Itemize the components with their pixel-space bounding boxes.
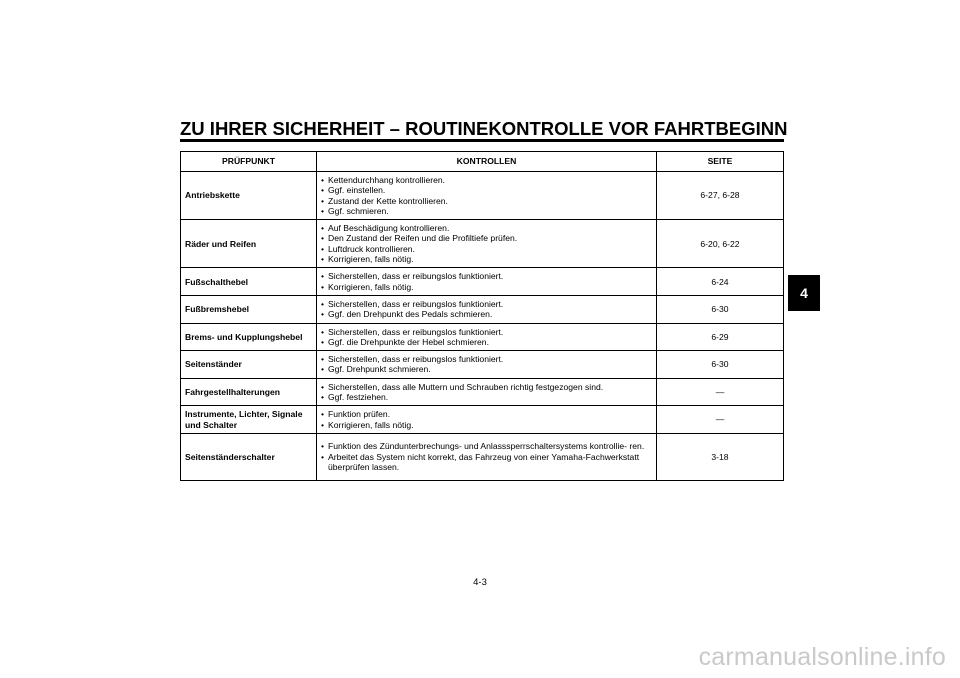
- check-item: • Kettendurchhang kontrollieren.: [321, 175, 652, 185]
- column-header-page: SEITE: [657, 152, 784, 172]
- row-checks: [317, 378, 657, 406]
- row-checks: [317, 323, 657, 351]
- row-page: 6-27, 6-28: [657, 172, 784, 220]
- table-row: [181, 351, 784, 379]
- row-checks: [317, 295, 657, 323]
- check-item: • Funktion prüfen.: [321, 409, 652, 419]
- table-row: [181, 406, 784, 434]
- table-row: [181, 323, 784, 351]
- check-item: • Korrigieren, falls nötig.: [321, 420, 652, 430]
- table-row: [181, 433, 784, 480]
- table-row: [181, 378, 784, 406]
- table-row: [181, 220, 784, 268]
- row-page: 6-24: [657, 268, 784, 296]
- check-item: • Ggf. einstellen.: [321, 185, 652, 195]
- row-checks: [317, 268, 657, 296]
- row-page: 3-18: [657, 433, 784, 480]
- row-page: —: [657, 378, 784, 406]
- row-page: 6-30: [657, 295, 784, 323]
- check-item: • Sicherstellen, dass er reibungslos funktioniert.: [321, 327, 652, 337]
- check-item: • Sicherstellen, dass alle Muttern und Schrauben richtig festgezogen sind.: [321, 382, 652, 392]
- row-item: Antriebskette: [181, 172, 317, 220]
- check-item: • Luftdruck kontrollieren.: [321, 244, 652, 254]
- row-item: Seitenständer: [181, 351, 317, 379]
- row-item: Fahrgestellhalterungen: [181, 378, 317, 406]
- row-item: Räder und Reifen: [181, 220, 317, 268]
- row-checks: [317, 351, 657, 379]
- table-row: [181, 295, 784, 323]
- check-item: • Ggf. den Drehpunkt des Pedals schmieren.: [321, 309, 652, 319]
- check-item: • Ggf. festziehen.: [321, 392, 652, 402]
- column-header-checks: KONTROLLEN: [317, 152, 657, 172]
- table-header-row: [181, 152, 784, 172]
- table-row: [181, 268, 784, 296]
- column-header-item: PRÜFPUNKT: [181, 152, 317, 172]
- check-item: • Korrigieren, falls nötig.: [321, 254, 652, 264]
- page-title: ZU IHRER SICHERHEIT – ROUTINEKONTROLLE VOR FAHRTBEGINN: [180, 118, 788, 139]
- page-number: 4-3: [473, 577, 487, 588]
- check-item: • Den Zustand der Reifen und die Profiltiefe prüfen.: [321, 233, 652, 243]
- check-item: • Zustand der Kette kontrollieren.: [321, 196, 652, 206]
- chapter-tab: 4: [788, 275, 820, 311]
- inspection-table: [180, 151, 784, 481]
- check-item: • Sicherstellen, dass er reibungslos funktioniert.: [321, 354, 652, 364]
- row-page: 6-20, 6-22: [657, 220, 784, 268]
- row-item: Fußbremshebel: [181, 295, 317, 323]
- row-item: Instrumente, Lichter, Signale und Schalter: [181, 406, 317, 434]
- check-item: • Sicherstellen, dass er reibungslos funktioniert.: [321, 299, 652, 309]
- check-item: • Korrigieren, falls nötig.: [321, 282, 652, 292]
- check-item: • Arbeitet das System nicht korrekt, das Fahrzeug von einer Yamaha-Fachwerkstatt überprüfen lassen.: [321, 452, 652, 473]
- check-item: • Auf Beschädigung kontrollieren.: [321, 223, 652, 233]
- row-checks: [317, 433, 657, 480]
- watermark: carmanualsonline.info: [698, 643, 946, 671]
- table-row: [181, 172, 784, 220]
- check-item: • Funktion des Zündunterbrechungs- und Anlasssperrschaltersystems kontrollie- ren.: [321, 441, 652, 451]
- row-item: Brems- und Kupplungshebel: [181, 323, 317, 351]
- row-item: Seitenständerschalter: [181, 433, 317, 480]
- row-checks: [317, 172, 657, 220]
- check-item: • Ggf. die Drehpunkte der Hebel schmieren.: [321, 337, 652, 347]
- check-item: • Sicherstellen, dass er reibungslos funktioniert.: [321, 271, 652, 281]
- check-item: • Ggf. Drehpunkt schmieren.: [321, 364, 652, 374]
- row-checks: [317, 406, 657, 434]
- check-item: • Ggf. schmieren.: [321, 206, 652, 216]
- row-item: Fußschalthebel: [181, 268, 317, 296]
- row-page: —: [657, 406, 784, 434]
- row-page: 6-29: [657, 323, 784, 351]
- row-page: 6-30: [657, 351, 784, 379]
- title-rule: [180, 139, 784, 142]
- row-checks: [317, 220, 657, 268]
